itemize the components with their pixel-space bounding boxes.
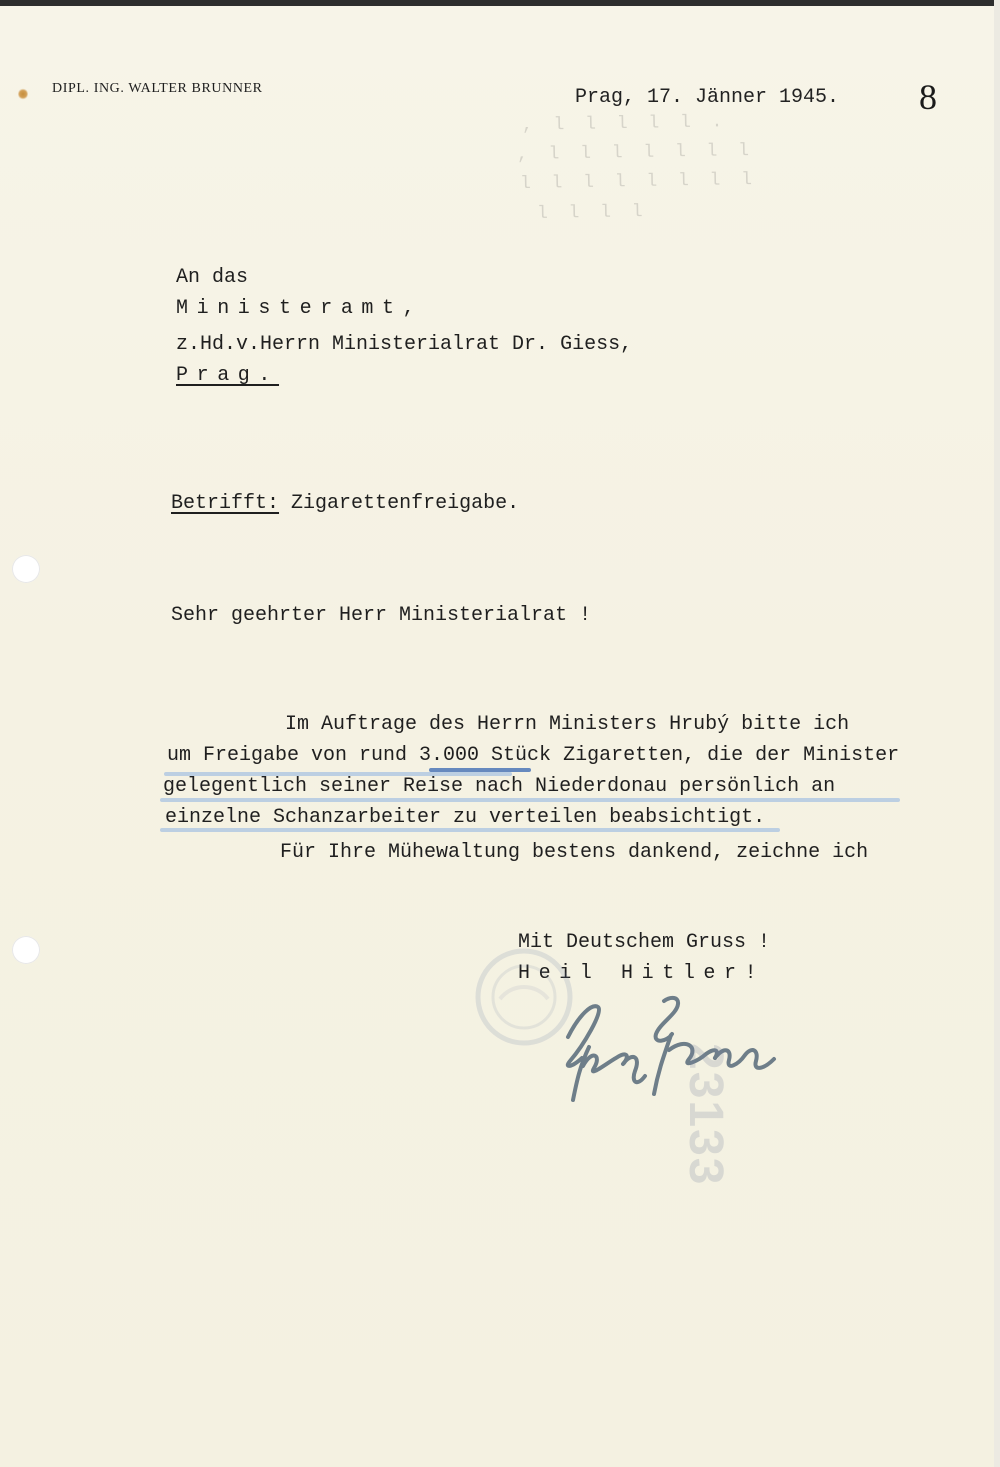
letterhead-name: DIPL. ING. WALTER BRUNNER xyxy=(52,81,263,96)
paper-stain xyxy=(18,88,28,100)
recipient-line-2: Ministeramt, xyxy=(176,297,424,320)
scan-right-edge xyxy=(994,0,1000,1467)
blue-underline-mark-2 xyxy=(160,798,900,802)
subject-value: Zigarettenfreigabe. xyxy=(291,492,520,515)
body-line-5: Für Ihre Mühewaltung bestens dankend, zeichne ich xyxy=(280,841,869,864)
handwritten-signature xyxy=(544,992,794,1117)
scan-top-edge xyxy=(0,0,1000,6)
letter-date: Prag, 17. Jänner 1945. xyxy=(575,86,840,109)
recipient-line-3: z.Hd.v.Herrn Ministerialrat Dr. Giess, xyxy=(176,333,633,356)
body-line-2: um Freigabe von rund 3.000 Stück Zigaretten, die der Minister xyxy=(167,744,900,767)
blue-emphasis-mark xyxy=(429,768,531,772)
ghost-line-1: , l l l l l . xyxy=(521,112,728,136)
salutation: Sehr geehrter Herr Ministerialrat ! xyxy=(171,604,592,627)
body-line-3: gelegentlich seiner Reise nach Niederdonau persönlich an xyxy=(163,775,836,798)
closing-line-1: Mit Deutschem Gruss ! xyxy=(518,931,771,954)
archive-stamp-number: 23133 xyxy=(679,1043,732,1187)
recipient-line-4: Prag. xyxy=(176,364,280,387)
ghost-line-4: l l l l xyxy=(536,202,648,224)
punch-hole-bottom xyxy=(12,936,40,964)
subject-label: Betrifft: xyxy=(171,492,280,515)
ghost-line-3: l l l l l l l l xyxy=(519,169,758,195)
page-number: 8 xyxy=(919,77,937,117)
subject-line xyxy=(171,492,519,515)
recipient-line-1: An das xyxy=(176,266,249,289)
body-line-1: Im Auftrage des Herrn Ministers Hrubý bitte ich xyxy=(285,713,850,736)
ghost-line-2: , l l l l l l l xyxy=(516,140,755,166)
punch-hole-top xyxy=(12,555,40,583)
body-line-4: einzelne Schanzarbeiter zu verteilen beabsichtigt. xyxy=(165,806,766,829)
closing-line-2: Heil Hitler! xyxy=(518,962,766,985)
